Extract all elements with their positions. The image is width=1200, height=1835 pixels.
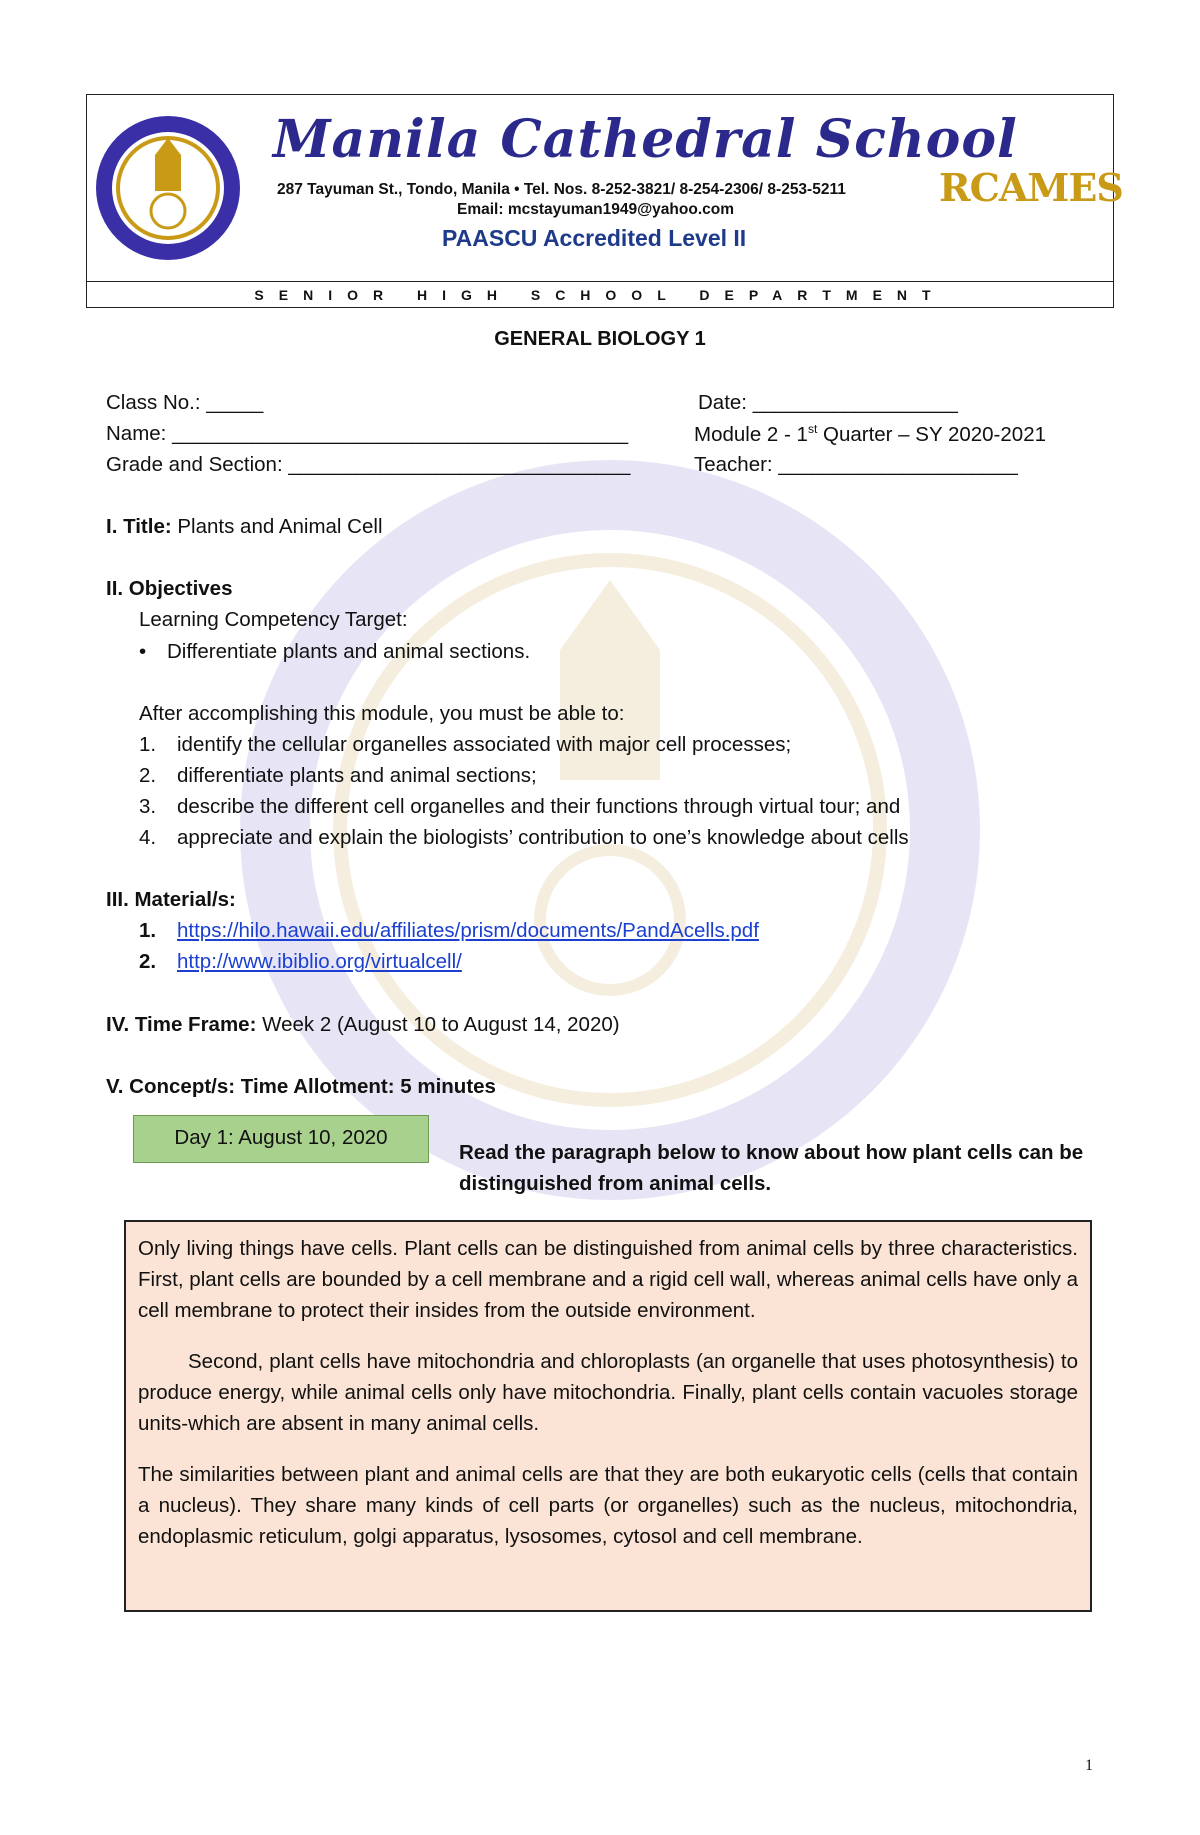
accreditation-label: PAASCU Accredited Level II (442, 225, 747, 251)
paragraph-3: The similarities between plant and animal cells are that they are both eukaryotic cells (cells that contain a nucleus). They share many kinds of cell parts (or organelles) such as the nucleus, mitochondria, endoplasmic reticulum, golgi apparatus, lysosomes, cytosol and cell membrane. (138, 1463, 1078, 1548)
read-instruction: Read the paragraph below to know about how plant cells can be distinguished from animal cells. (459, 1141, 1084, 1195)
header-top (87, 95, 1123, 282)
material-link-pandacells[interactable]: https://hilo.hawaii.edu/affiliates/prism/documents/PandAcells.pdf (177, 919, 759, 942)
objective-number: 3. (139, 795, 157, 818)
name-field: Name: ________________________________________ (106, 422, 629, 445)
title-value: Plants and Animal Cell (171, 515, 383, 538)
module-info (694, 422, 1046, 447)
materials-heading: III. Material/s: (106, 888, 236, 911)
objective-text: describe the different cell organelles and their functions through virtual tour; and (177, 795, 901, 818)
bullet-icon: • (139, 640, 147, 663)
school-seal-icon (93, 113, 243, 263)
date-field: Date: __________________ (698, 391, 958, 414)
school-address: 287 Tayuman St., Tondo, Manila • Tel. Nos. 8-252-3821/ 8-254-2306/ 8-253-5211 (277, 181, 846, 198)
title-section (106, 515, 383, 539)
page-number: 1 (1085, 1757, 1093, 1774)
objective-item (139, 826, 909, 850)
objective-item (139, 764, 537, 788)
paragraph-2: Second, plant cells have mitochondria and chloroplasts (an organelle that uses photosynthesis) to produce energy, while animal cells only have mitochondria. Finally, plant cells contain vacuoles storage units-which are absent in many animal cells. (138, 1350, 1078, 1435)
school-email: Email: mcstayuman1949@yahoo.com (457, 201, 735, 218)
day-label-box: Day 1: August 10, 2020 (133, 1115, 429, 1163)
objective-item (139, 795, 900, 819)
competency-bullet (139, 640, 530, 664)
objective-text: identify the cellular organelles associated with major cell processes; (177, 733, 792, 756)
paragraph-1: Only living things have cells. Plant cells can be distinguished from animal cells by three characteristics. First, plant cells are bounded by a cell membrane and a rigid cell wall, whereas animal cells have only a cell membrane to protect their insides from the outside environment. (138, 1237, 1078, 1322)
department-label: SENIOR HIGH SCHOOL DEPARTMENT (254, 287, 946, 303)
module-prefix: Module 2 - 1 (694, 422, 808, 446)
material-item (139, 919, 759, 943)
material-link-virtualcell[interactable]: http://www.ibiblio.org/virtualcell/ (177, 950, 462, 973)
objective-item (139, 733, 791, 757)
module-superscript: st (807, 422, 818, 436)
competency-label: Learning Competency Target: (139, 608, 408, 631)
objective-text: appreciate and explain the biologists’ contribution to one’s knowledge about cells (177, 826, 909, 849)
subject-title: GENERAL BIOLOGY 1 (494, 328, 706, 350)
rcames-logo: RCAMES (939, 165, 1123, 210)
concept-paragraph-box (124, 1220, 1092, 1612)
objective-number: 2. (139, 764, 157, 787)
timeframe-section (106, 1013, 620, 1037)
objectives-heading: II. Objectives (106, 577, 233, 600)
objective-text: differentiate plants and animal sections; (177, 764, 537, 787)
class-no-field: Class No.: _____ (106, 391, 264, 414)
timeframe-label: IV. Time Frame: (106, 1013, 257, 1036)
school-name: Manila Cathedral School (273, 109, 1018, 170)
module-suffix: Quarter – SY 2020-2021 (817, 422, 1046, 446)
after-accomplishing-label: After accomplishing this module, you must be able to: (139, 702, 625, 725)
teacher-field: Teacher: _____________________ (694, 453, 1018, 476)
material-number: 2. (139, 950, 157, 973)
material-item (139, 950, 462, 974)
concepts-heading: V. Concept/s: Time Allotment: 5 minutes (106, 1075, 496, 1098)
objective-number: 1. (139, 733, 157, 756)
school-header (86, 94, 1123, 308)
objective-number: 4. (139, 826, 157, 849)
competency-text: Differentiate plants and animal sections. (167, 640, 531, 663)
timeframe-value: Week 2 (August 10 to August 14, 2020) (256, 1013, 620, 1036)
material-number: 1. (139, 919, 157, 942)
title-label: I. Title: (106, 515, 172, 538)
grade-section-field: Grade and Section: ______________________________ (106, 453, 631, 476)
